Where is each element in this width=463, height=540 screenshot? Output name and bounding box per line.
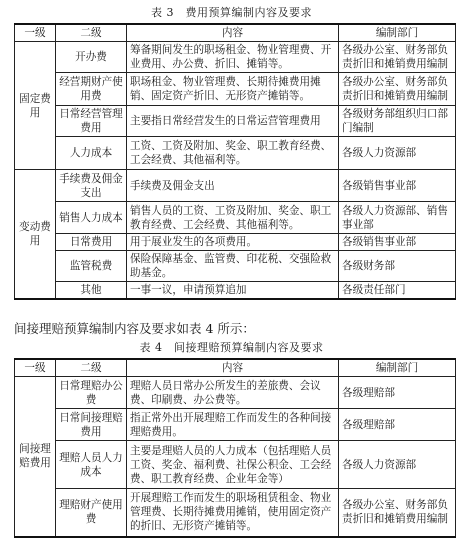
- table3-header-level1: 一级: [15, 24, 56, 42]
- table-cell-sub: 日常理赔办公费: [56, 377, 127, 409]
- table-cell-content: 筹备期间发生的职场租金、物业管理费、开业费用、办公费、折旧、摊销等。: [127, 42, 339, 73]
- table-cell-sub: 其他: [56, 282, 127, 300]
- table-cell-content: 手续费及佣金支出: [127, 170, 339, 202]
- table-cell-sub: 经营期财产使用费: [56, 73, 127, 106]
- table-cell-dept: 各级财务部: [339, 251, 456, 282]
- table4: [14, 358, 456, 538]
- table3-header-content: 内容: [127, 24, 339, 42]
- table-cell-sub: 日常费用: [56, 234, 127, 251]
- table-cell-content: 销售人员的工资、工资及附加、奖金、职工教育经费、工会经费、其他福利等。: [127, 202, 339, 234]
- table-cell-sub: 日常经营管理费用: [56, 106, 127, 137]
- table-cell-content: 主要指日常经营发生的日常运营管理费用: [127, 106, 339, 137]
- table4-header-dept: 编制部门: [339, 359, 456, 377]
- table-cell-sub: 人力成本: [56, 137, 127, 170]
- table-cell-content: 用于展业发生的各项费用。: [127, 234, 339, 251]
- table-cell-dept: 各级理赔部: [339, 409, 456, 441]
- table-cell-content: 保险保障基金、监管费、印花税、交强险救助基金。: [127, 251, 339, 282]
- table3-caption: 表 3 费用预算编制内容及要求: [151, 6, 312, 19]
- table-cell-sub: 销售人力成本: [56, 202, 127, 234]
- table-cell-dept: 各级办公室、财务部负责折旧和摊销费用编制: [339, 489, 456, 537]
- table-cell-dept: 各级销售事业部: [339, 170, 456, 202]
- table-cell-sub: 监管税费: [56, 251, 127, 282]
- table-cell-sub: 理赔财产使用费: [56, 489, 127, 537]
- table-cell-dept: 各级责任部门: [339, 282, 456, 300]
- body-paragraph: 间接理赔预算编制内容及要求如表 4 所示：: [14, 321, 255, 336]
- table3-group-variable: 变动费用: [15, 170, 56, 300]
- table4-caption: 表 4 间接理赔预算编制内容及要求: [139, 341, 324, 354]
- table-cell-dept: 各级销售事业部: [339, 234, 456, 251]
- table3-group-fixed: 固定费用: [15, 42, 56, 170]
- table-cell-content: 开展理赔工作而发生的职场租赁租金、物业管理费、长期待摊费用摊销，使用固定资产的折旧、无形资产摊销等。: [127, 489, 339, 537]
- table-cell-dept: 各级办公室、财务部负责折旧和摊销费用编制: [339, 73, 456, 106]
- table-cell-dept: 各级理赔部: [339, 377, 456, 409]
- table-cell-sub: 理赔人员人力成本: [56, 441, 127, 489]
- table-cell-content: 工资、工资及附加、奖金、职工教育经费、工会经费、其他福利等。: [127, 137, 339, 170]
- table-cell-content: 理赔人员日常办公所发生的差旅费、会议费、印刷费、办公费等。: [127, 377, 339, 409]
- table-cell-sub: 日常间接理赔费用: [56, 409, 127, 441]
- table-cell-content: 一事一议，申请预算追加: [127, 282, 339, 300]
- table-cell-sub: 手续费及佣金支出: [56, 170, 127, 202]
- table-cell-content: 指正常外出开展理赔工作而发生的各种间接理赔费用。: [127, 409, 339, 441]
- table4-header-level1: 一级: [15, 359, 56, 377]
- table4-group: 间接理赔费用: [15, 377, 56, 537]
- table-cell-content: 职场租金、物业管理费、长期待摊费用摊销、固定资产折旧、无形资产摊销等。: [127, 73, 339, 106]
- table3: [14, 23, 456, 300]
- table-cell-dept: 各级人力资源部、销售事业部: [339, 202, 456, 234]
- table-cell-sub: 开办费: [56, 42, 127, 73]
- table3-header-level2: 二级: [56, 24, 127, 42]
- table-cell-dept: 各级人力资源部: [339, 441, 456, 489]
- table3-header-dept: 编制部门: [339, 24, 456, 42]
- table-cell-dept: 各级财务部组织归口部门编制: [339, 106, 456, 137]
- table-cell-dept: 各级人力资源部: [339, 137, 456, 170]
- table-cell-dept: 各级办公室、财务部负责折旧和摊销费用编制: [339, 42, 456, 73]
- table-cell-content: 主要是理赔人员的人力成本（包括理赔人员工资、奖金、福利费、社保公积金、工会经费、职工教育经费、企业年金等）: [127, 441, 339, 489]
- table4-header-content: 内容: [127, 359, 339, 377]
- table4-header-level2: 二级: [56, 359, 127, 377]
